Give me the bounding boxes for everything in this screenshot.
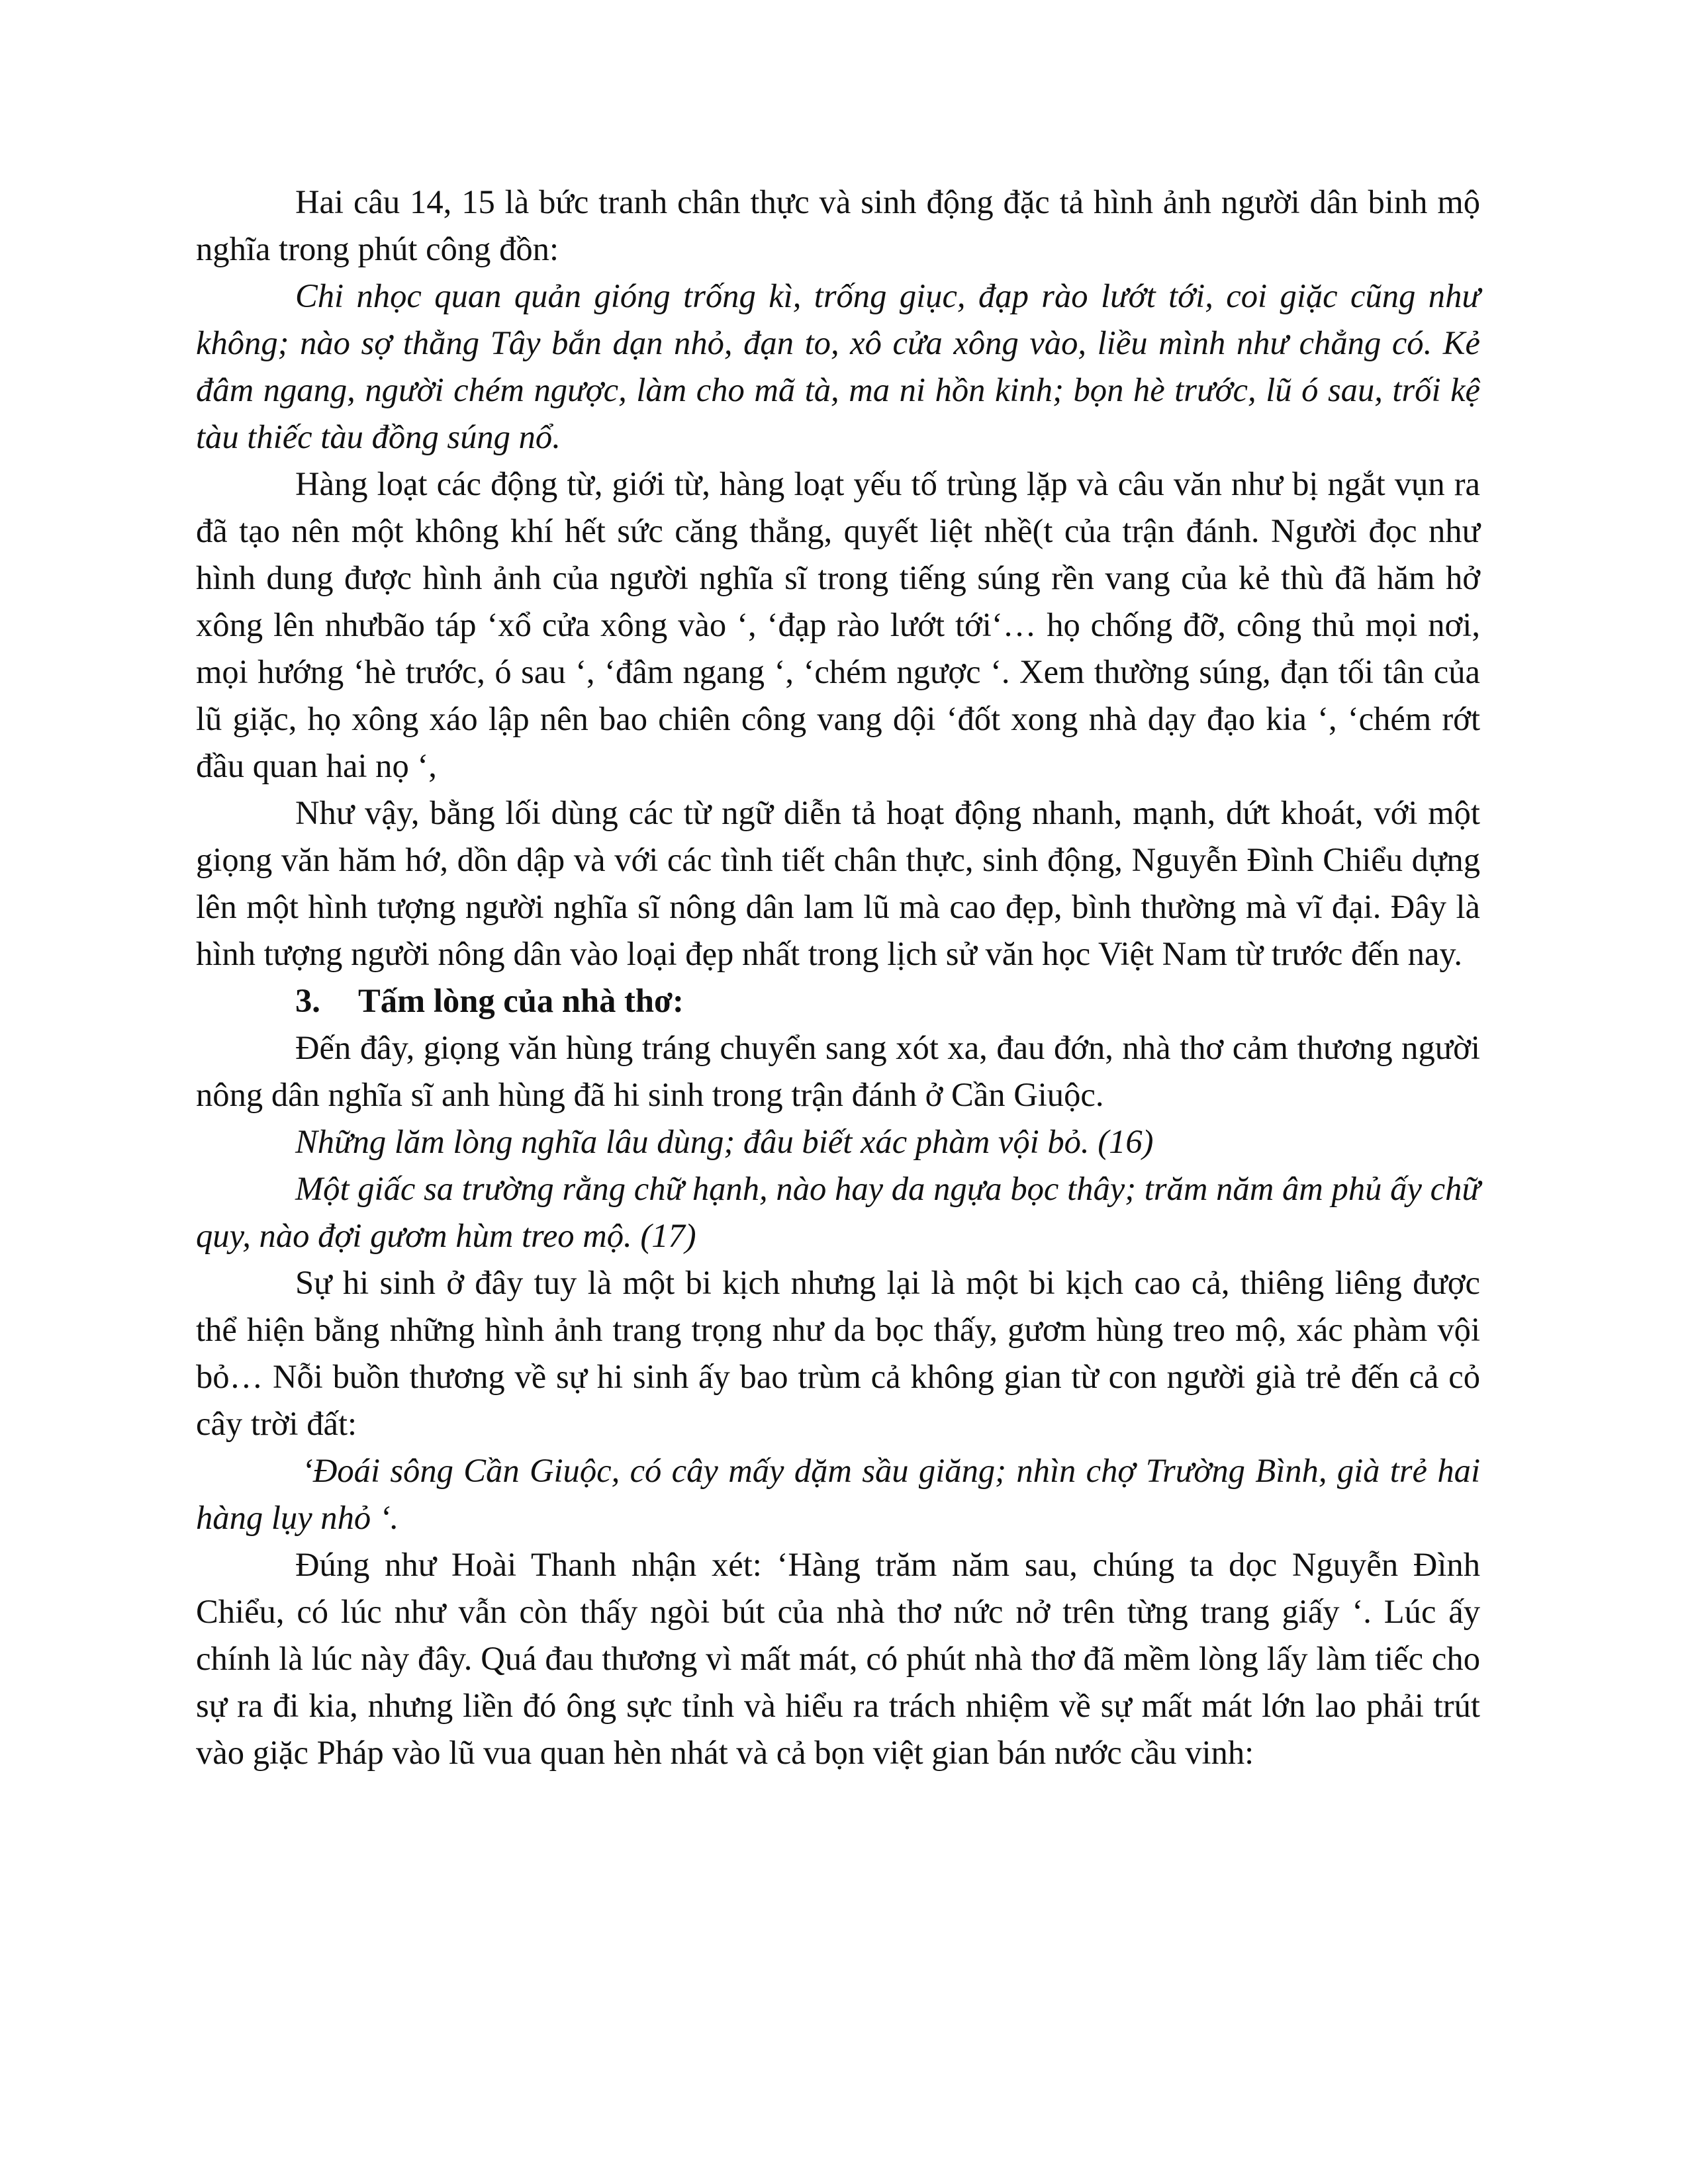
- quote-2: Những lăm lòng nghĩa lâu dùng; đâu biết xác phàm vội bỏ. (16): [295, 1123, 1154, 1160]
- quote-1: Chi nhọc quan quản gióng trống kì, trống giục, đạp rào lướt tới, coi giặc cũng như không; nào sợ thằng Tây bắn dạn nhỏ, đạn to, xô cửa xông vào, liều mình như chẳng có. Kẻ đâm ngang, người chém ngược, làm cho mã tà, ma ni hồn kinh; bọn hè trước, lũ ó sau, trối kệ tàu thiếc tàu đồng súng nổ.: [196, 277, 1480, 455]
- paragraph-5: Sự hi sinh ở đây tuy là một bi kịch nhưng lại là một bi kịch cao cả, thiêng liêng được thể hiện bằng những hình ảnh trang trọng như da bọc thấy, gươm hùng treo mộ, xác phàm vội bỏ… Nỗi buồn thương về sự hi sinh ấy bao trùm cả không gian từ con người già trẻ đến cả cỏ cây trời đất:: [196, 1264, 1480, 1442]
- paragraph-6: Đúng như Hoài Thanh nhận xét: ‘Hàng trăm năm sau, chúng ta dọc Nguyễn Đình Chiểu, có lúc như vẫn còn thấy ngòi bút của nhà thơ nức nở trên từng trang giấy ‘. Lúc ấy chính là lúc này đây. Quá đau thương vì mất mát, có phút nhà thơ đã mềm lòng lấy làm tiếc cho sự ra đi kia, nhưng liền đó ông sực tỉnh và hiểu ra trách nhiệm về sự mất mát lớn lao phải trút vào giặc Pháp vào lũ vua quan hèn nhát và cả bọn việt gian bán nước cầu vinh:: [196, 1546, 1480, 1771]
- document-page: [196, 179, 1480, 1776]
- paragraph-2: Hàng loạt các động từ, giới từ, hàng loạt yếu tố trùng lặp và câu văn như bị ngắt vụn ra đã tạo nên một không khí hết sức căng thẳng, quyết liệt nhề(t của trận đánh. Người đọc như hình dung được hình ảnh của người nghĩa sĩ trong tiếng súng rền vang của kẻ thù đã hăm hở xông lên nhưbão táp ‘xổ cửa xông vào ‘, ‘đạp rào lướt tới‘… họ chống đỡ, công thủ mọi nơi, mọi hướng ‘hè trước, ó sau ‘, ‘đâm ngang ‘, ‘chém ngược ‘. Xem thường súng, đạn tối tân của lũ giặc, họ xông xáo lập nên bao chiên công vang dội ‘đốt xong nhà dạy đạo kia ‘, ‘chém rớt đầu quan hai nọ ‘,: [196, 465, 1480, 784]
- paragraph-4: Đến đây, giọng văn hùng tráng chuyển sang xót xa, đau đớn, nhà thơ cảm thương người nông dân nghĩa sĩ anh hùng đã hi sinh trong trận đánh ở Cần Giuộc.: [196, 1029, 1480, 1113]
- section-heading: [196, 978, 1480, 1024]
- section-title: Tấm lòng của nhà thơ:: [358, 982, 684, 1019]
- quote-3: Một giấc sa trường rằng chữ hạnh, nào hay da ngựa bọc thây; trăm năm âm phủ ấy chữ quy, nào đợi gươm hùm treo mộ. (17): [196, 1170, 1480, 1254]
- section-number: 3.: [295, 982, 320, 1019]
- quote-4: ‘Đoái sông Cần Giuộc, có cây mấy dặm sầu giăng; nhìn chợ Trường Bình, già trẻ hai hàng lụy nhỏ ‘.: [196, 1452, 1480, 1536]
- paragraph-1: Hai câu 14, 15 là bức tranh chân thực và sinh động đặc tả hình ảnh người dân binh mộ nghĩa trong phút công đồn:: [196, 183, 1480, 267]
- paragraph-3: Như vậy, bằng lối dùng các từ ngữ diễn tả hoạt động nhanh, mạnh, dứt khoát, với một giọng văn hăm hớ, dồn dập và với các tình tiết chân thực, sinh động, Nguyễn Đình Chiểu dựng lên một hình tượng người nghĩa sĩ nông dân lam lũ mà cao đẹp, bình thường mà vĩ đại. Đây là hình tượng người nông dân vào loại đẹp nhất trong lịch sử văn học Việt Nam từ trước đến nay.: [196, 794, 1480, 972]
